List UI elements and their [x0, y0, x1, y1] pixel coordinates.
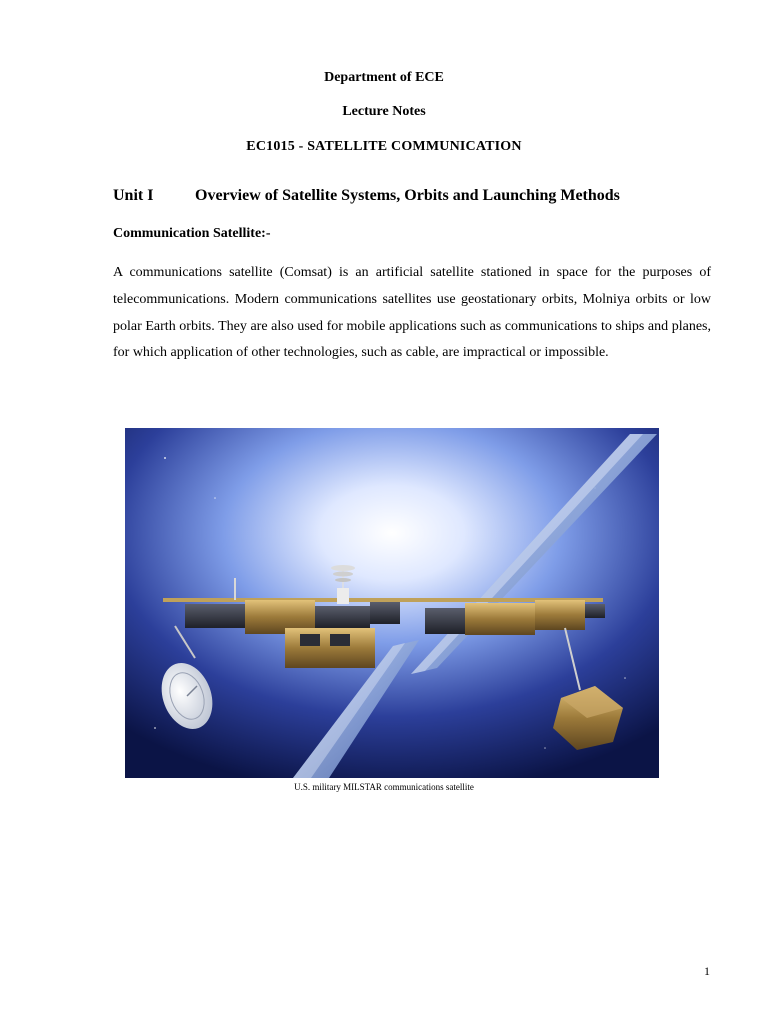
body-paragraph: A communications satellite (Comsat) is an artificial satellite stationed in space for the purposes of telecommunications. Modern communications satellites use geostationary orbits, Molniya orbits or low polar Earth orbits. They are also used for mobile applications such as communications to ships and planes, for which application of other technologies, such as cable, are impractical or impossible.: [113, 265, 711, 361]
figure-caption: U.S. military MILSTAR communications satellite: [294, 782, 474, 792]
lecture-notes-title: Lecture Notes: [342, 104, 426, 119]
unit-label: Unit I: [113, 187, 154, 204]
unit-title: Overview of Satellite Systems, Orbits and Launching Methods: [195, 187, 620, 204]
course-title: EC1015 - SATELLITE COMMUNICATION: [246, 139, 522, 154]
unit-heading: [113, 187, 620, 205]
department-title: Department of ECE: [324, 70, 444, 85]
satellite-illustration: [125, 428, 659, 778]
section-heading: Communication Satellite:-: [113, 226, 271, 241]
page-number: 1: [704, 964, 710, 978]
